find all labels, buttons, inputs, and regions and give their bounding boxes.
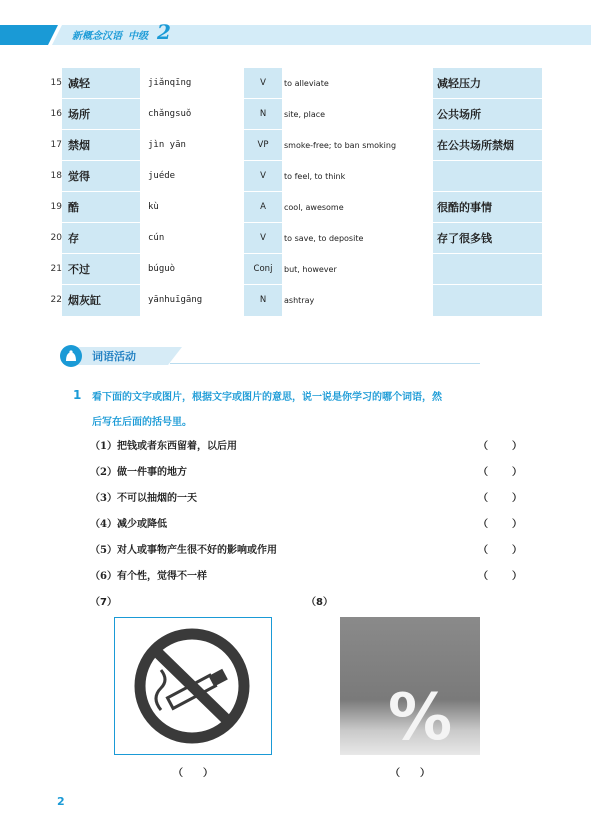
vocab-num: 17 [50, 140, 62, 150]
vocab-pos: VP [244, 130, 282, 161]
section-badge-icon [60, 345, 82, 367]
paren-open: （ [478, 519, 488, 530]
vocab-example [433, 161, 542, 192]
no-smoking-icon [115, 618, 271, 754]
vocab-word: 禁烟 [62, 130, 140, 161]
vocab-num: 20 [50, 233, 62, 243]
vocab-english: ashtray [284, 296, 315, 305]
vocab-pinyin: juéde [148, 171, 176, 181]
vocab-row [40, 223, 542, 254]
vocab-english: to alleviate [284, 79, 329, 88]
vocab-english: smoke-free; to ban smoking [284, 141, 397, 150]
question-number: 1 [73, 388, 82, 402]
vocab-pos: V [244, 68, 282, 99]
vocab-word: 不过 [62, 254, 140, 285]
no-smoking-image [114, 617, 272, 755]
vocab-row [40, 68, 542, 99]
question-text-line2: 后写在后面的括号里。 [92, 417, 192, 428]
vocab-pinyin: jiǎnqīng [148, 78, 192, 88]
percent-image [340, 617, 480, 755]
vocab-english: but, however [284, 265, 337, 274]
paren-close: ） [420, 768, 430, 779]
vocab-num: 16 [50, 109, 62, 119]
vocab-num: 18 [50, 171, 62, 181]
vocab-pinyin: búguò [148, 264, 176, 274]
paren-open: （ [478, 441, 488, 452]
paren-close: ） [203, 768, 213, 779]
vocab-pinyin: jìn yān [148, 140, 186, 150]
paren-close: ） [512, 545, 522, 556]
percent-glyph: % [388, 681, 453, 755]
paren-close: ） [512, 519, 522, 530]
vocab-word: 烟灰缸 [62, 285, 140, 316]
vocab-pos: N [244, 99, 282, 130]
paren-open: （ [390, 768, 400, 779]
vocab-example: 很酷的事情 [433, 192, 542, 223]
vocab-example: 公共场所 [433, 99, 542, 130]
paren-open: （ [478, 545, 488, 556]
vocab-pinyin: yānhuīgāng [148, 295, 203, 305]
vocab-example: 存了很多钱 [433, 223, 542, 254]
vocab-row [40, 130, 542, 161]
vocab-word: 场所 [62, 99, 140, 130]
vocab-pos: N [244, 285, 282, 316]
paren-open: （ [478, 571, 488, 582]
question-item: （2）做一件事的地方 [90, 467, 187, 478]
question-item: （5）对人或事物产生很不好的影响或作用 [90, 545, 277, 556]
book-level: 中级 [128, 31, 148, 42]
paren-open: （ [173, 768, 183, 779]
question-item: （3）不可以抽烟的一天 [90, 493, 197, 504]
vocab-english: site, place [284, 110, 326, 119]
section-title: 词语活动 [92, 350, 136, 363]
paren-close: ） [512, 571, 522, 582]
paren-close: ） [512, 493, 522, 504]
question-item: （1）把钱或者东西留着，以后用 [90, 441, 237, 452]
page-number: 2 [57, 795, 65, 808]
vocab-example [433, 285, 542, 316]
vocab-num: 15 [50, 78, 62, 88]
vocab-english: to feel, to think [284, 172, 346, 181]
vocab-example: 减轻压力 [433, 68, 542, 99]
vocab-word: 存 [62, 223, 140, 254]
vocab-word: 减轻 [62, 68, 140, 99]
vocab-english: to save, to deposite [284, 234, 364, 243]
vocab-row [40, 254, 542, 285]
vocab-word: 酷 [62, 192, 140, 223]
paren-close: ） [512, 441, 522, 452]
vocab-pos: V [244, 161, 282, 192]
vocab-num: 19 [50, 202, 62, 212]
paren-open: （ [478, 493, 488, 504]
book-title: 新概念汉语 [72, 31, 122, 42]
question-text-line1: 看下面的文字或图片，根据文字或图片的意思，说一说是你学习的哪个词语，然 [92, 392, 442, 403]
section-heading-rule [170, 363, 480, 364]
vocab-pos: A [244, 192, 282, 223]
question-item: （6）有个性，觉得不一样 [90, 571, 207, 582]
percent-sign-icon [340, 617, 480, 755]
vocab-table [40, 68, 542, 316]
vocab-word: 觉得 [62, 161, 140, 192]
vocab-num: 21 [50, 264, 62, 274]
row-divider [62, 315, 542, 316]
item-label-7: （7） [90, 597, 117, 608]
vocab-pinyin: chǎngsuǒ [148, 109, 192, 119]
paren-open: （ [478, 467, 488, 478]
vocab-example: 在公共场所禁烟 [433, 130, 542, 161]
book-number: 2 [157, 20, 171, 44]
item-label-8: （8） [306, 597, 333, 608]
vocab-pinyin: cún [148, 233, 165, 243]
vocab-pos: Conj [244, 254, 282, 285]
vocab-row [40, 161, 542, 192]
vocab-pinyin: kù [148, 202, 159, 212]
vocab-row [40, 99, 542, 130]
vocab-row [40, 192, 542, 223]
vocab-english: cool, awesome [284, 203, 344, 212]
question-item: （4）减少或降低 [90, 519, 167, 530]
vocab-row [40, 285, 542, 316]
paren-close: ） [512, 467, 522, 478]
vocab-example [433, 254, 542, 285]
vocab-num: 22 [50, 295, 62, 305]
vocab-pos: V [244, 223, 282, 254]
